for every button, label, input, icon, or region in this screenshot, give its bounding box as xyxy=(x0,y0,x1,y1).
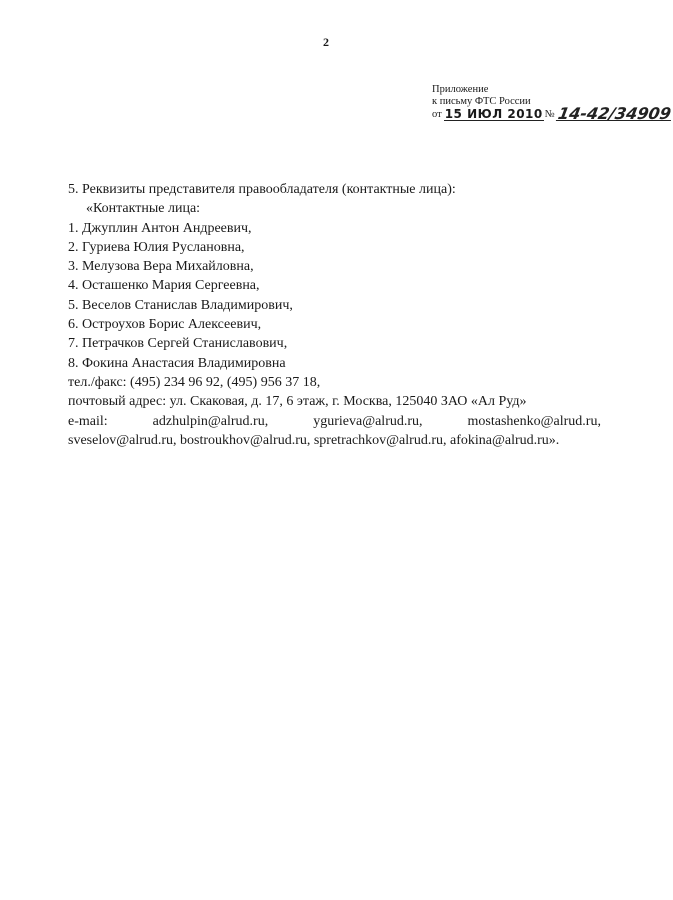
email-label: e-mail: xyxy=(68,413,108,429)
page-number: 2 xyxy=(323,35,329,49)
email-line-2: sveselov@alrud.ru, bostroukhov@alrud.ru, spretrachkov@alrud.ru, afokina@alrud.ru». xyxy=(68,432,560,448)
contact-item: 1. Джуплин Антон Андреевич, xyxy=(68,220,252,236)
attachment-title: Приложение xyxy=(432,84,489,95)
email-address: adzhulpin@alrud.ru, xyxy=(152,413,269,429)
contact-item: 8. Фокина Анастасия Владимировна xyxy=(68,355,286,371)
contact-item: 6. Остроухов Борис Алексеевич, xyxy=(68,317,262,333)
contact-item: 7. Петрачков Сергей Станиславович, xyxy=(68,336,288,352)
contact-item: 4. Осташенко Мария Сергеевна, xyxy=(68,278,260,294)
email-address: mostashenko@alrud.ru, xyxy=(467,413,601,429)
phone-fax-line: тел./факс: (495) 234 96 92, (495) 956 37 18, xyxy=(68,374,321,390)
contact-item: 2. Гуриева Юлия Руслановна, xyxy=(68,239,245,255)
contact-details-section xyxy=(68,180,603,450)
attachment-date-prefix: от xyxy=(432,109,442,120)
attachment-letter-ref: к письму ФТС России xyxy=(432,96,531,107)
contacts-list xyxy=(68,219,603,373)
contact-item: 5. Веселов Станислав Владимирович, xyxy=(68,297,293,313)
attachment-reference xyxy=(432,84,673,123)
postal-address-line: почтовый адрес: ул. Скаковая, д. 17, 6 этаж, г. Москва, 125040 ЗАО «Ал Руд» xyxy=(68,394,527,410)
section-heading: 5. Реквизиты представителя правообладателя (контактные лица): xyxy=(68,182,456,197)
attachment-handwritten-number: 14-42/34909 xyxy=(556,104,673,123)
attachment-date-stamp: 15 ИЮЛ 2010 xyxy=(444,107,543,121)
contact-item: 3. Мелузова Вера Михайловна, xyxy=(68,259,254,275)
attachment-date-number-line xyxy=(432,104,673,123)
email-address: ygurieva@alrud.ru, xyxy=(313,413,423,429)
attachment-number-sign: № xyxy=(544,109,555,120)
contacts-label: «Контактные лица: xyxy=(86,201,201,217)
email-line-1 xyxy=(68,412,601,431)
